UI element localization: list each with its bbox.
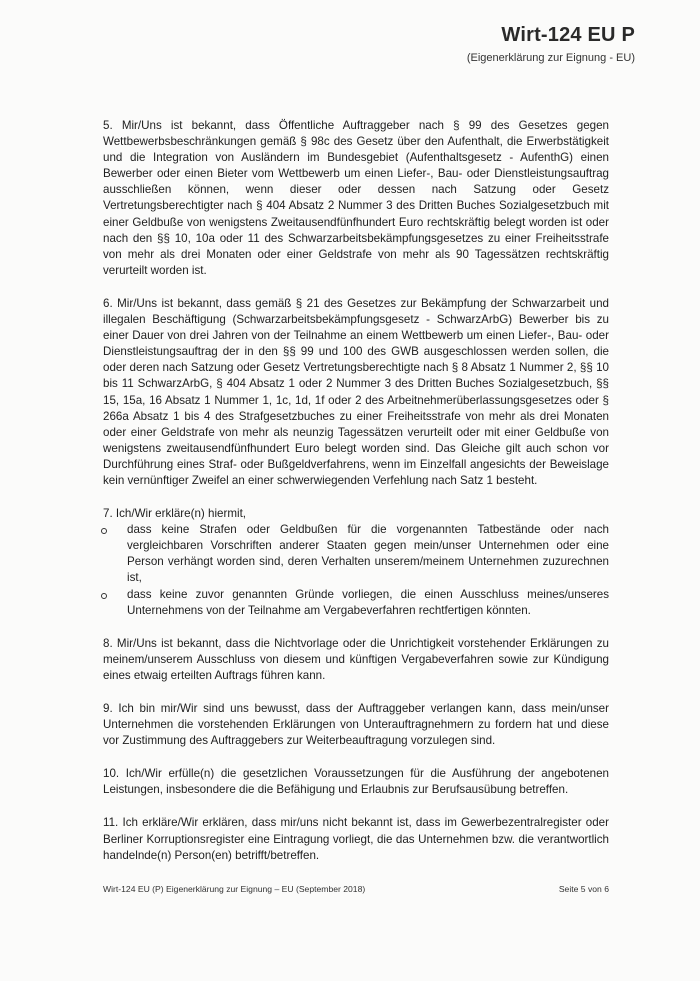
list-item <box>103 587 609 619</box>
list-item-text: dass keine zuvor genannten Gründe vorliegen, die einen Ausschluss meines/unseres Unternehmens von der Teilnahme am Vergabeverfahren rechtfertigen könnten. <box>127 587 609 617</box>
footer-form-reference: Wirt-124 EU (P) Eigenerklärung zur Eignung – EU (September 2018) <box>103 884 366 894</box>
declaration-body <box>103 118 609 881</box>
form-subtitle: (Eigenerklärung zur Eignung - EU) <box>466 52 635 64</box>
page-number: Seite 5 von 6 <box>558 884 609 894</box>
paragraph-5: 5. Mir/Uns ist bekannt, dass Öffentliche Auftraggeber nach § 99 des Gesetzes gegen Wettbewerbsbeschränkungen gemäß § 98c des Gesetz über den Aufenthalt, die Erwerbstätigkeit und die Integration von Ausländern im Bundesgebiet (Aufenthaltsgesetz - AufenthG) einen Bewerber oder einen Bieter vom Wettbewerb um einen Liefer-, Bau- oder Dienstleistungsauftrag ausschließen können, wenn dieser oder dessen nach Satzung oder Gesetz Vertretungsberechtigter nach § 404 Absatz 2 Nummer 3 des Dritten Buches Sozialgesetzbuch mit einer Geldbuße von wenigstens Zweitausendfünfhundert Euro rechtskräftig belegt worden ist oder nach den §§ 10, 10a oder 11 des Schwarzarbeitsbekämpfungsgesetzes zu einer Freiheitsstrafe von mehr als drei Monaten oder einer Geldstrafe von mehr als 90 Tagessätzen rechtskräftig verurteilt worden ist. <box>103 119 609 277</box>
paragraph-11: 11. Ich erkläre/Wir erklären, dass mir/uns nicht bekannt ist, dass im Gewerbezentralregister oder Berliner Korruptionsregister eine Eintragung vorliegt, die das Unternehmen bzw. die verantwortlich handelnde(n) Person(en) betrifft/betreffen. <box>103 816 609 862</box>
paragraph-9: 9. Ich bin mir/Wir sind uns bewusst, dass der Auftraggeber verlangen kann, dass mein/unser Unternehmen die vorstehenden Erklärungen von Unterauftragnehmern zu fordern hat und diese vor Zustimmung des Auftraggebers zur Weiterbeauftragung vorzulegen sind. <box>103 702 609 748</box>
list-item <box>103 522 609 586</box>
paragraph-7-list <box>103 522 609 619</box>
document-header <box>467 24 635 64</box>
paragraph-8: 8. Mir/Uns ist bekannt, dass die Nichtvorlage oder die Unrichtigkeit vorstehender Erklärungen zu meinem/unserem Ausschluss von diesem und künftigen Vergabeverfahren sowie zur Kündigung eines etwaig erteilten Auftrags führen kann. <box>103 636 609 682</box>
list-item-text: dass keine Strafen oder Geldbußen für die vorgenannten Tatbestände oder nach vergleichbaren Vorschriften anderer Staaten gegen mein/unser Unternehmen oder eine Person verhängt worden sind, deren Verhalten unserem/meinem Unternehmen zuzurechnen ist, <box>127 523 609 585</box>
bullet-icon <box>101 593 107 599</box>
paragraph-7-lead: 7. Ich/Wir erkläre(n) hiermit, <box>103 507 247 521</box>
paragraph-10: 10. Ich/Wir erfülle(n) die gesetzlichen Voraussetzungen für die Ausführung der angebotenen Leistungen, insbesondere die die Befähigung und Erlaubnis zur Berufsausübung betreffen. <box>103 767 609 797</box>
bullet-icon <box>101 528 107 534</box>
paragraph-6: 6. Mir/Uns ist bekannt, dass gemäß § 21 des Gesetzes zur Bekämpfung der Schwarzarbeit und illegalen Beschäftigung (Schwarzarbeitsbekämpfungsgesetz - SchwarzArbG) Bewerber bis zu einer Dauer von drei Jahren von der Teilnahme an einem Wettbewerb um einen Liefer-, Bau- oder Dienstleistungsauftrag der in den §§ 99 und 100 des GWB ausgeschlossen werden sollen, die oder deren nach Satzung oder Gesetz Vertretungsberechtigte nach § 8 Absatz 1 Nummer 2, §§ 10 bis 11 SchwarzArbG, § 404 Absatz 1 oder 2 Nummer 3 des Dritten Buches Sozialgesetzbuch, §§ 15, 15a, 16 Absatz 1 Nummer 1, 1c, 1d, 1f oder 2 des Arbeitnehmerüberlassungsgesetzes oder § 266a Absatz 1 bis 4 des Strafgesetzbuches zu einer Freiheitsstrafe von mehr als drei Monaten oder einer Geldstrafe von mehr als neunzig Tagessätzen verurteilt oder mit einer Geldbuße von wenigstens zweitausendfünfhundert Euro belegt worden sind. Das Gleiche gilt auch schon vor Durchführung eines Straf- oder Bußgeldverfahrens, wenn im Einzelfall angesichts der Beweislage kein vernünftiger Zweifel an einer schwerwiegenden Verfehlung nach Satz 1 besteht. <box>103 296 609 487</box>
form-code: Wirt-124 EU P <box>501 24 635 46</box>
document-footer <box>103 884 609 894</box>
